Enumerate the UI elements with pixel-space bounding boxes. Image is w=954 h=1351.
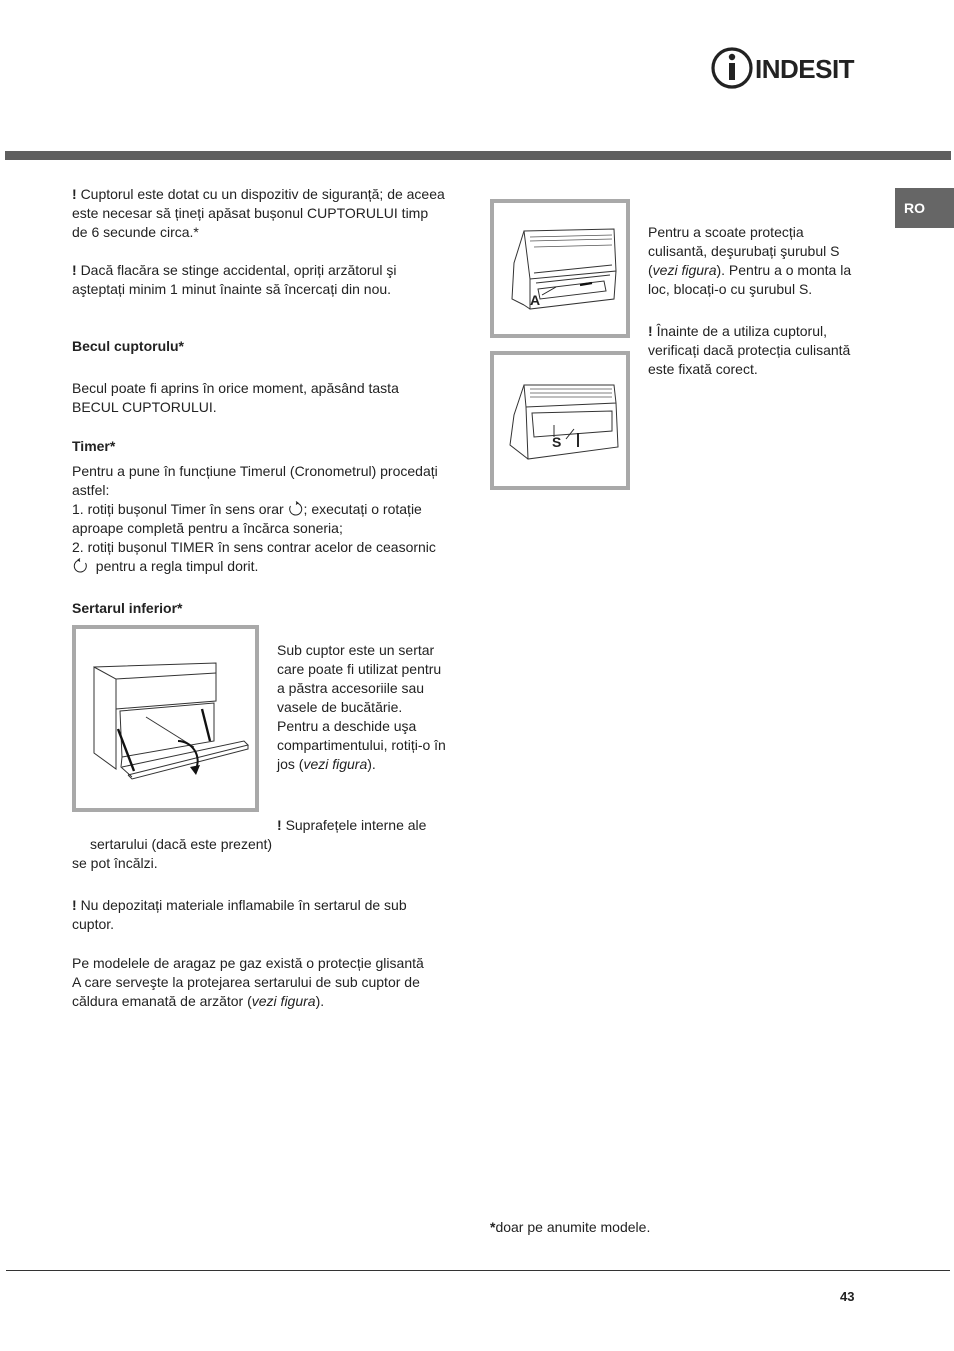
svg-text:INDESIT: INDESIT — [755, 54, 855, 84]
glide-protection-figure-s — [490, 351, 630, 490]
warning-hot-surfaces-line3: se pot încălzi. — [72, 855, 158, 871]
timer-text: Pentru a pune în funcțiune Timerul (Cronometrul) procedați astfel: 1. rotiți bușonul Timer în sens orar ; executați o rotație aproape completă pentru a încărca soneria; 2. rotiți bușonul TIMER în sens contrar acelor de ceasornic pentru a regla timpul dorit. — [72, 463, 438, 574]
timer-heading: Timer* — [72, 438, 116, 454]
warning-hot-surfaces-line2: sertarului (dacă este prezent) — [90, 836, 273, 852]
clockwise-icon — [288, 501, 304, 516]
remove-protection-text: Pentru a scoate protecția culisantă, deşurubați şurubul S (vezi figura). Pentru a o monta la loc, blocați-o cu şurubul S. — [648, 224, 852, 297]
footnote: *doar pe anumite modele. — [490, 1219, 651, 1235]
svg-text:S: S — [552, 434, 562, 450]
warning-flammable: ! Nu depozitați materiale inflamabile în sertarul de sub cuptor. — [72, 897, 407, 932]
language-tab: RO — [895, 188, 954, 228]
indesit-logo — [710, 44, 870, 92]
warning-hot-surfaces: ! Suprafețele interne ale — [277, 817, 427, 833]
glide-protection-text: Pe modelele de aragaz pe gaz există o protecție glisantă A care serveşte la protejarea sertarului de sub cuptor de căldura emanată de arzător (vezi figura). — [72, 955, 424, 1009]
warning-safety-device: ! Cuptorul este dotat cu un dispozitiv de siguranță; de aceea este necesar să țineți apăsat bușonul CUPTORULUI timp de 6 secunde circa.* — [72, 186, 445, 240]
warning-check-protection: ! Înainte de a utiliza cuptorul, verificați dacă protecția culisantă este fixată corect. — [648, 323, 851, 377]
warning-flame: ! Dacă flacăra se stinge accidental, opriți arzătorul şi aşteptați minim 1 minut înainte să încercați din nou. — [72, 262, 397, 297]
drawer-heading: Sertarul inferior* — [72, 600, 183, 616]
footer-line — [6, 1270, 950, 1271]
drawer-text: Sub cuptor este un sertar care poate fi utilizat pentru a păstra accesoriile sau vasele de bucătărie. Pentru a deschide uşa compartimentului, rotiți-o în jos (vezi figura). — [277, 642, 446, 772]
page-number: 43 — [840, 1289, 855, 1304]
lamp-text: Becul poate fi aprins în orice moment, apăsând tasta BECUL CUPTORULUI. — [72, 380, 399, 415]
glide-protection-figure-a — [490, 199, 630, 338]
header-bar — [5, 151, 951, 160]
counterclockwise-icon — [72, 558, 88, 573]
svg-text:A: A — [530, 292, 541, 308]
lamp-heading: Becul cuptorulu* — [72, 338, 185, 354]
drawer-figure — [72, 625, 259, 812]
